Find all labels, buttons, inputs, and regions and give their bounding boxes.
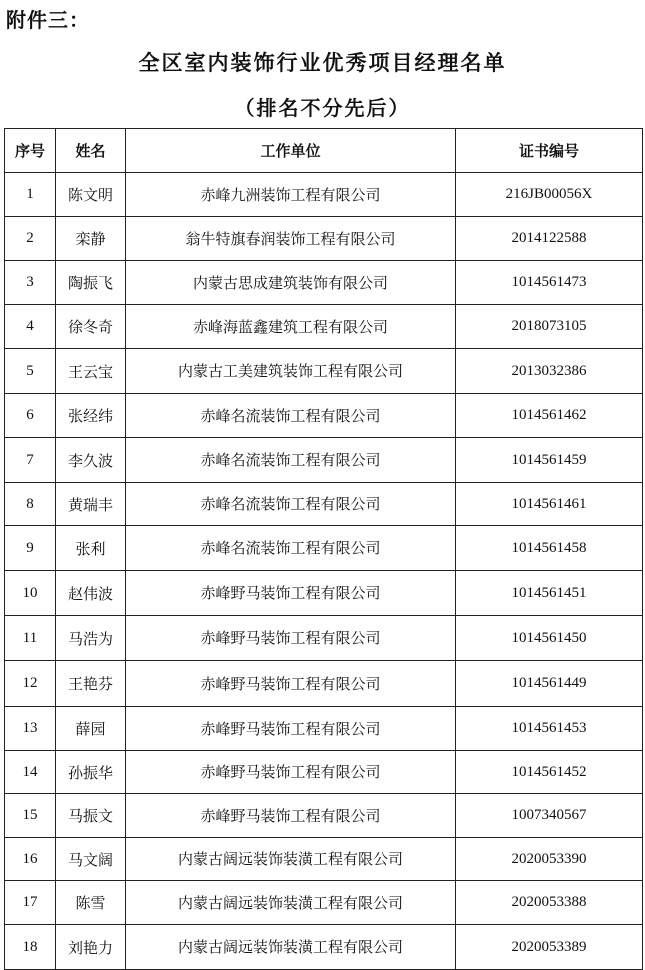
row-number: 3 xyxy=(5,261,56,305)
table-row xyxy=(5,438,643,483)
table-row xyxy=(5,925,643,970)
work-unit: 赤峰名流装饰工程有限公司 xyxy=(126,394,456,438)
row-number: 14 xyxy=(5,751,56,794)
work-unit: 赤峰名流装饰工程有限公司 xyxy=(126,438,456,483)
row-number: 5 xyxy=(5,349,56,394)
work-unit: 翁牛特旗春润装饰工程有限公司 xyxy=(126,217,456,261)
table-row xyxy=(5,173,643,217)
work-unit: 赤峰野马装饰工程有限公司 xyxy=(126,707,456,751)
table-row xyxy=(5,217,643,261)
work-unit: 赤峰野马装饰工程有限公司 xyxy=(126,661,456,707)
work-unit: 内蒙古阔远装饰装潢工程有限公司 xyxy=(126,925,456,970)
row-number: 6 xyxy=(5,394,56,438)
certificate-number: 2020053389 xyxy=(456,925,643,970)
row-number: 11 xyxy=(5,616,56,661)
work-unit: 赤峰野马装饰工程有限公司 xyxy=(126,751,456,794)
certificate-number: 2014122588 xyxy=(456,217,643,261)
header-cert: 证书编号 xyxy=(456,129,643,173)
manager-name: 马浩为 xyxy=(56,616,126,661)
manager-name: 薛园 xyxy=(56,707,126,751)
row-number: 2 xyxy=(5,217,56,261)
manager-name: 陶振飞 xyxy=(56,261,126,305)
manager-name: 黄瑞丰 xyxy=(56,483,126,526)
work-unit: 内蒙古阔远装饰装潢工程有限公司 xyxy=(126,881,456,925)
certificate-number: 2013032386 xyxy=(456,349,643,394)
certificate-number: 1014561452 xyxy=(456,751,643,794)
manager-name: 徐冬奇 xyxy=(56,305,126,349)
certificate-number: 2020053390 xyxy=(456,838,643,881)
row-number: 12 xyxy=(5,661,56,707)
table-row xyxy=(5,794,643,838)
certificate-number: 2018073105 xyxy=(456,305,643,349)
row-number: 16 xyxy=(5,838,56,881)
row-number: 7 xyxy=(5,438,56,483)
manager-name: 刘艳力 xyxy=(56,925,126,970)
work-unit: 内蒙古工美建筑装饰工程有限公司 xyxy=(126,349,456,394)
certificate-number: 1014561451 xyxy=(456,571,643,616)
page-title: 全区室内装饰行业优秀项目经理名单 xyxy=(138,51,507,75)
manager-list-table xyxy=(4,128,643,970)
manager-name: 张利 xyxy=(56,526,126,571)
certificate-number: 1014561459 xyxy=(456,438,643,483)
table-row xyxy=(5,838,643,881)
table-row xyxy=(5,661,643,707)
table-row xyxy=(5,394,643,438)
manager-name: 马文阔 xyxy=(56,838,126,881)
row-number: 17 xyxy=(5,881,56,925)
certificate-number: 1014561461 xyxy=(456,483,643,526)
attachment-label: 附件三： xyxy=(6,8,90,32)
work-unit: 赤峰野马装饰工程有限公司 xyxy=(126,616,456,661)
page-subtitle: （排名不分先后） xyxy=(234,96,411,120)
row-number: 8 xyxy=(5,483,56,526)
certificate-number: 1014561450 xyxy=(456,616,643,661)
manager-name: 张经纬 xyxy=(56,394,126,438)
table-row xyxy=(5,305,643,349)
table-row xyxy=(5,349,643,394)
manager-name: 陈雪 xyxy=(56,881,126,925)
row-number: 13 xyxy=(5,707,56,751)
table-row xyxy=(5,616,643,661)
work-unit: 赤峰海蓝鑫建筑工程有限公司 xyxy=(126,305,456,349)
row-number: 18 xyxy=(5,925,56,970)
header-unit: 工作单位 xyxy=(126,129,456,173)
work-unit: 内蒙古阔远装饰装潢工程有限公司 xyxy=(126,838,456,881)
certificate-number: 1014561453 xyxy=(456,707,643,751)
certificate-number: 1014561449 xyxy=(456,661,643,707)
manager-name: 王艳芬 xyxy=(56,661,126,707)
manager-name: 栾静 xyxy=(56,217,126,261)
table-row xyxy=(5,526,643,571)
table-row xyxy=(5,707,643,751)
manager-name: 李久波 xyxy=(56,438,126,483)
table-row xyxy=(5,571,643,616)
manager-name: 孙振华 xyxy=(56,751,126,794)
table-row xyxy=(5,751,643,794)
table-row xyxy=(5,881,643,925)
manager-name: 王云宝 xyxy=(56,349,126,394)
certificate-number: 216JB00056X xyxy=(456,173,643,217)
certificate-number: 1014561458 xyxy=(456,526,643,571)
work-unit: 内蒙古思成建筑装饰有限公司 xyxy=(126,261,456,305)
manager-name: 赵伟波 xyxy=(56,571,126,616)
work-unit: 赤峰野马装饰工程有限公司 xyxy=(126,794,456,838)
work-unit: 赤峰野马装饰工程有限公司 xyxy=(126,571,456,616)
work-unit: 赤峰九洲装饰工程有限公司 xyxy=(126,173,456,217)
certificate-number: 2020053388 xyxy=(456,881,643,925)
row-number: 10 xyxy=(5,571,56,616)
table-header-row xyxy=(5,129,643,173)
row-number: 4 xyxy=(5,305,56,349)
table-row xyxy=(5,483,643,526)
header-no: 序号 xyxy=(5,129,56,173)
header-name: 姓名 xyxy=(56,129,126,173)
certificate-number: 1014561462 xyxy=(456,394,643,438)
row-number: 9 xyxy=(5,526,56,571)
manager-name: 马振文 xyxy=(56,794,126,838)
table-row xyxy=(5,261,643,305)
manager-name: 陈文明 xyxy=(56,173,126,217)
work-unit: 赤峰名流装饰工程有限公司 xyxy=(126,526,456,571)
work-unit: 赤峰名流装饰工程有限公司 xyxy=(126,483,456,526)
row-number: 1 xyxy=(5,173,56,217)
row-number: 15 xyxy=(5,794,56,838)
certificate-number: 1014561473 xyxy=(456,261,643,305)
certificate-number: 1007340567 xyxy=(456,794,643,838)
